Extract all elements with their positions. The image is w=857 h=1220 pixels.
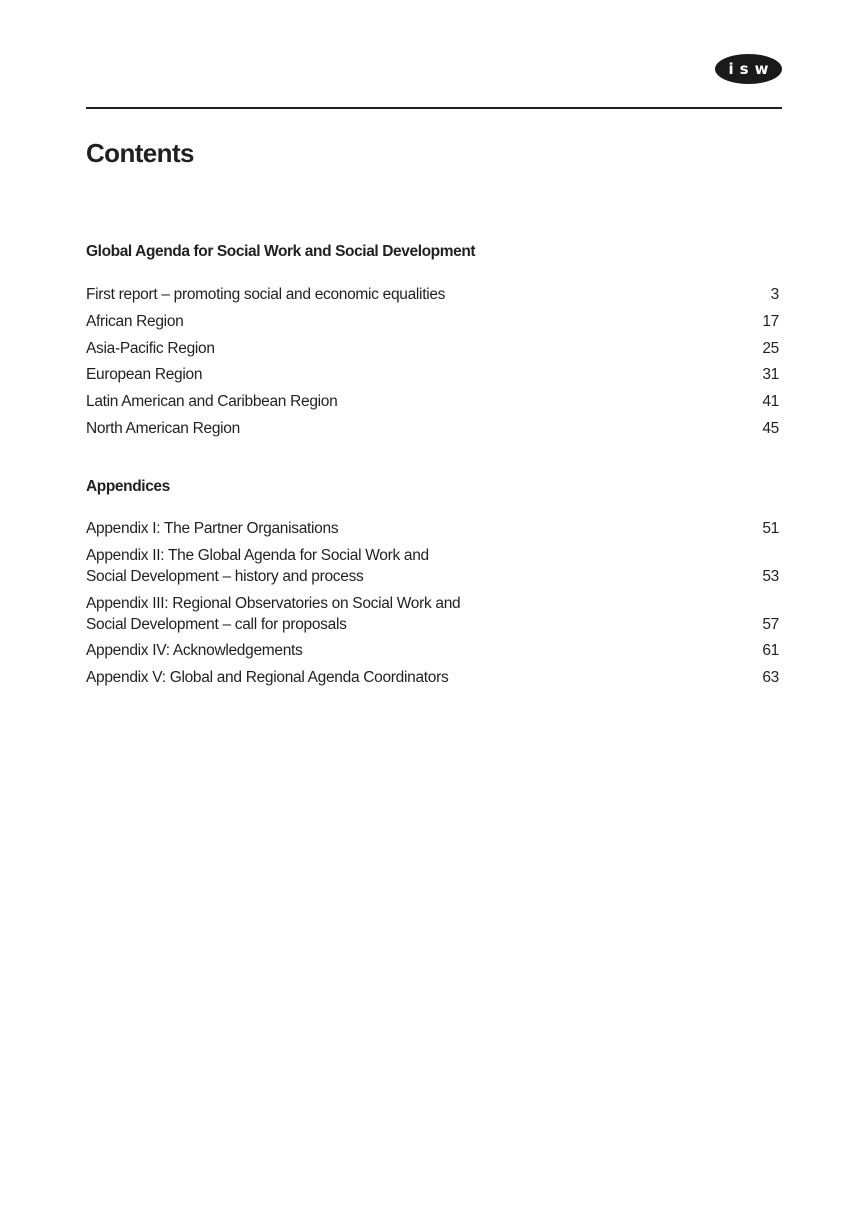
- page-title: Contents: [86, 138, 194, 168]
- toc-entry-title-line: Appendix IV: Acknowledgements: [86, 642, 303, 660]
- toc-entry-title-line: Latin American and Caribbean Region: [86, 393, 338, 411]
- toc-entry-page-number: 45: [762, 419, 779, 437]
- toc-entry-title-line: Social Development – history and process: [86, 567, 364, 585]
- toc-entry-title: [86, 667, 749, 688]
- toc-entry-title-line: North American Region: [86, 419, 240, 437]
- toc-entry-title-line: Appendix I: The Partner Organisations: [86, 520, 339, 537]
- toc-entry-title: [86, 311, 749, 332]
- toc-entry-page-number: 3: [770, 286, 779, 303]
- toc-entry-title-line: Social Development – call for proposals: [86, 615, 347, 633]
- toc-entry-title: [86, 518, 749, 539]
- toc-entry: [86, 364, 779, 385]
- toc-entry-page-number: 51: [762, 520, 779, 537]
- toc-entry: [86, 311, 779, 332]
- toc-list-global-agenda: [86, 284, 779, 445]
- toc-list-appendices: [86, 518, 779, 694]
- toc-entry-title-line: Appendix V: Global and Regional Agenda Coordinators: [86, 669, 449, 687]
- toc-entry-title: [86, 364, 749, 385]
- toc-entry: [86, 593, 779, 635]
- toc-entry-title: [86, 640, 749, 661]
- toc-entry-title-line: Appendix II: The Global Agenda for Social Work and: [86, 546, 429, 564]
- toc-entry-page-number: 63: [762, 669, 779, 687]
- toc-entry: [86, 545, 779, 587]
- toc-entry-title-line: African Region: [86, 312, 184, 330]
- toc-entry-page-number: 31: [762, 366, 779, 384]
- toc-entry-page-number: 53: [762, 567, 779, 585]
- toc-entry-title-line: Asia-Pacific Region: [86, 339, 215, 357]
- isw-logo: isw: [715, 54, 782, 84]
- toc-entry: [86, 518, 779, 539]
- toc-entry-title: [86, 593, 749, 635]
- toc-entry-title-line: Appendix III: Regional Observatories on Social Work and: [86, 594, 461, 612]
- toc-entry: [86, 667, 779, 688]
- toc-entry-title-line: First report – promoting social and economic equalities: [86, 286, 446, 303]
- toc-entry-page-number: 61: [762, 642, 779, 660]
- toc-entry-title: [86, 545, 749, 587]
- toc-entry-title: [86, 418, 749, 439]
- toc-entry: [86, 391, 779, 412]
- toc-entry-page-number: 57: [762, 615, 779, 633]
- toc-entry-title: [86, 284, 749, 305]
- section-heading-global-agenda: Global Agenda for Social Work and Social Development: [86, 243, 476, 260]
- toc-entry-page-number: 41: [762, 393, 779, 411]
- toc-entry-title-line: European Region: [86, 366, 203, 384]
- toc-entry: [86, 418, 779, 439]
- header-rule: [86, 107, 782, 109]
- toc-entry-title: [86, 338, 749, 359]
- toc-entry-page-number: 25: [762, 339, 779, 357]
- toc-entry: [86, 640, 779, 661]
- toc-entry: [86, 338, 779, 359]
- section-heading-appendices: Appendices: [86, 478, 170, 495]
- toc-entry-title: [86, 391, 749, 412]
- toc-entry-page-number: 17: [762, 312, 779, 330]
- toc-entry: [86, 284, 779, 305]
